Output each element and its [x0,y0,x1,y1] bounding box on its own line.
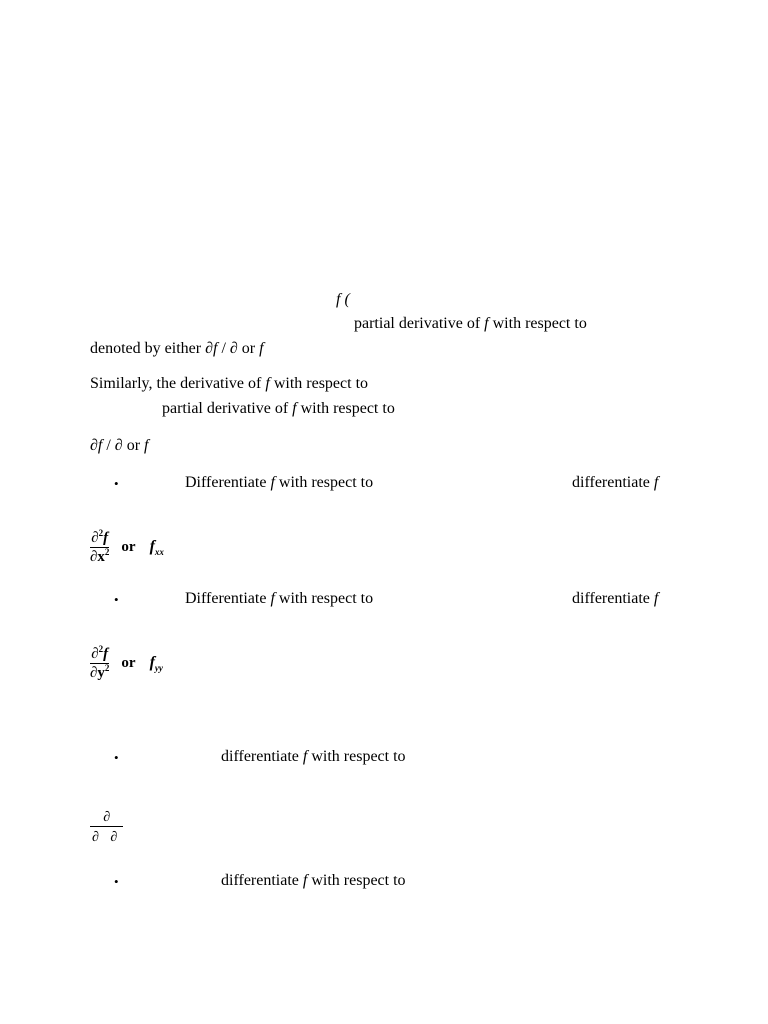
f-yy-notation: $f_{yy}$ [149,653,163,674]
bullet-2: • [114,592,119,607]
second-partial-y-equation [90,646,163,681]
item-1-left-text: Differentiate f with respect to [185,474,374,491]
partial-derivative-y-line: partial derivative of f with respect to [162,400,395,417]
bullet-4: • [114,874,119,889]
item-2-right-text: differentiate f [572,590,659,607]
item-4-text: differentiate f with respect to [221,872,406,889]
mixed-partial-fraction: ∂ ∂ ∂ [92,810,122,845]
second-partial-x-fraction: $\frac{\partial^2f}{\partial x^2}$ [90,528,110,565]
second-partial-x-equation [90,530,164,565]
bullet-1: • [114,476,119,491]
bullet-3: • [114,750,119,765]
or-word-2: or [121,655,136,671]
notation-x-line: denoted by either ∂f / ∂ or f [90,340,264,357]
item-2-left-text: Differentiate f with respect to [185,590,374,607]
similarly-line: Similarly, the derivative of f with respect to [90,375,369,392]
item-3-text: differentiate f with respect to [221,748,406,765]
f-xx-notation: $f_{xx}$ [149,537,164,558]
second-partial-y-fraction: $\frac{\partial^2f}{\partial y^2}$ [90,644,110,681]
or-word-1: or [121,539,136,555]
item-1-right-text: differentiate f [572,474,659,491]
partial-derivative-x-line: partial derivative of f with respect to [354,315,587,332]
function-label: f ( [336,291,350,308]
notation-y-line: ∂f / ∂ or f [90,437,149,454]
